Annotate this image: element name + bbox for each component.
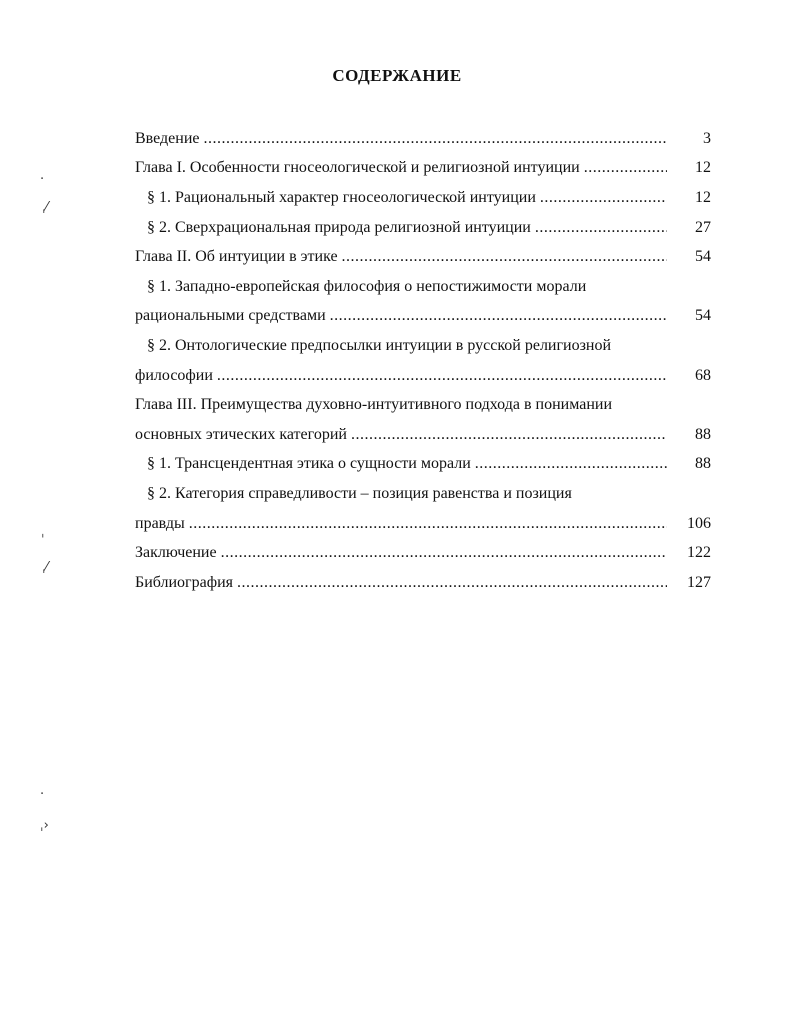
toc-page-number: 54 (695, 307, 711, 325)
toc-entry-chapter-2-section-1-line-1 (135, 272, 711, 302)
toc-entry-chapter-3-line-1 (135, 390, 711, 420)
toc-page-number: 3 (703, 129, 711, 147)
toc-entry-text: правды (135, 514, 185, 532)
dot-leader (221, 544, 667, 562)
toc-entry-chapter-2-section-2-line-2 (135, 361, 711, 391)
scan-mark: ˌ⁄ (42, 200, 48, 215)
toc-entry-chapter-1-section-1 (135, 183, 711, 213)
toc-entry-chapter-2-section-1-line-2 (135, 302, 711, 332)
dot-leader (535, 219, 667, 237)
toc-entry-bibliography (135, 568, 711, 598)
table-of-contents (135, 124, 711, 598)
toc-page-number: 127 (687, 573, 711, 591)
toc-entry-text: рациональными средствами (135, 307, 326, 325)
toc-page-number: 54 (695, 248, 711, 266)
toc-page-number: 68 (695, 366, 711, 384)
toc-entry-intro (135, 124, 711, 154)
dot-leader (475, 455, 667, 473)
dot-leader (540, 189, 667, 207)
scan-mark: ˌ⁄ (42, 560, 48, 575)
scan-mark: · (40, 787, 45, 802)
dot-leader (330, 307, 667, 325)
toc-page-number: 12 (695, 188, 711, 206)
toc-entry-text: философии (135, 366, 213, 384)
scan-mark: · (40, 172, 45, 187)
toc-entry-text: § 1. Трансцендентная этика о сущности морали (147, 455, 471, 473)
toc-entry-chapter-3-section-2-line-2 (135, 509, 711, 539)
toc-entry-text: § 2. Категория справедливости – позиция равенства и позиция (147, 484, 572, 502)
toc-entry-text: основных этических категорий (135, 425, 347, 443)
toc-entry-text: § 2. Онтологические предпосылки интуиции в русской религиозной (147, 336, 612, 354)
toc-entry-chapter-1 (135, 154, 711, 184)
dot-leader (237, 574, 667, 592)
dot-leader (204, 130, 668, 148)
dot-leader (217, 367, 667, 385)
toc-entry-text: Заключение (135, 544, 217, 562)
toc-entry-text: Глава II. Об интуиции в этике (135, 248, 338, 266)
toc-page-number: 12 (695, 159, 711, 177)
toc-page-number: 27 (695, 218, 711, 236)
toc-entry-text: § 1. Западно-европейская философия о непостижимости морали (147, 277, 587, 295)
dot-leader (351, 426, 667, 444)
toc-entry-conclusion (135, 538, 711, 568)
toc-page-number: 88 (695, 425, 711, 443)
dot-leader (189, 515, 667, 533)
toc-entry-chapter-3-section-1 (135, 450, 711, 480)
toc-entry-text: § 1. Рациональный характер гносеологической интуиции (147, 188, 536, 206)
toc-entry-chapter-2 (135, 242, 711, 272)
dot-leader (342, 248, 667, 266)
scan-mark: ˌ› (40, 818, 49, 833)
dot-leader (584, 159, 667, 177)
toc-entry-chapter-3-section-2-line-1 (135, 479, 711, 509)
scan-mark: ˈ (41, 533, 45, 548)
toc-page-number: 88 (695, 455, 711, 473)
toc-entry-text: Библиография (135, 573, 233, 591)
toc-entry-text: Глава I. Особенности гносеологической и религиозной интуиции (135, 159, 580, 177)
toc-entry-text: Глава III. Преимущества духовно-интуитивного подхода в понимании (135, 396, 613, 414)
toc-page-number: 122 (687, 544, 711, 562)
toc-entry-chapter-2-section-2-line-1 (135, 331, 711, 361)
toc-entry-text: Введение (135, 129, 200, 147)
toc-page-number: 106 (687, 514, 711, 532)
page-title: СОДЕРЖАНИЕ (332, 66, 462, 85)
toc-entry-chapter-1-section-2 (135, 213, 711, 243)
toc-entry-text: § 2. Сверхрациональная природа религиозной интуиции (147, 218, 531, 236)
toc-entry-chapter-3-line-2 (135, 420, 711, 450)
